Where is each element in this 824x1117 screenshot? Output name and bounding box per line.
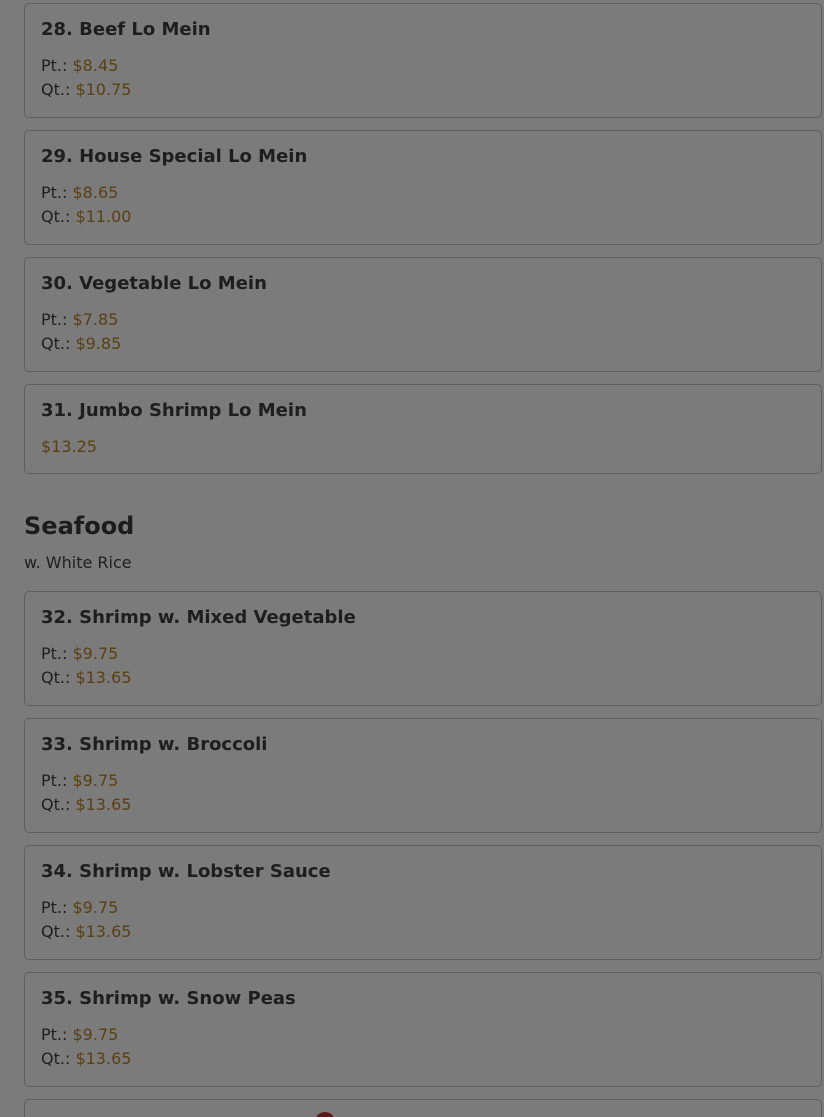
quart-label: Qt.: (41, 207, 71, 226)
menu-item-card[interactable] (24, 718, 822, 833)
section-subtitle: w. White Rice (24, 553, 132, 572)
single-price: $13.25 (41, 437, 97, 456)
quart-price: $13.65 (75, 922, 132, 941)
menu-item-card[interactable] (24, 3, 822, 118)
quart-price: $13.65 (75, 668, 132, 687)
menu-item-title: 29. House Special Lo Mein (41, 146, 308, 167)
menu-item-title: 32. Shrimp w. Mixed Vegetable (41, 607, 356, 628)
pint-label: Pt.: (41, 310, 68, 329)
pint-price-line (41, 1025, 118, 1044)
pint-label: Pt.: (41, 1025, 68, 1044)
section-title: Seafood (24, 512, 135, 540)
menu-item-card[interactable] (24, 972, 822, 1087)
pint-label: Pt.: (41, 898, 68, 917)
menu-item-card[interactable] (24, 257, 822, 372)
quart-price-line (41, 80, 131, 99)
pint-price-line (41, 771, 118, 790)
menu-item-card[interactable] (24, 845, 822, 960)
quart-price-line (41, 795, 131, 814)
quart-price: $11.00 (75, 207, 132, 226)
dot-icon (315, 1112, 335, 1117)
menu-item-title: 33. Shrimp w. Broccoli (41, 734, 268, 755)
pint-label: Pt.: (41, 771, 68, 790)
quart-label: Qt.: (41, 668, 71, 687)
quart-label: Qt.: (41, 334, 71, 353)
menu-item-card[interactable] (24, 591, 822, 706)
quart-price-line (41, 207, 131, 226)
pint-label: Pt.: (41, 56, 68, 75)
quart-price: $10.75 (75, 80, 132, 99)
quart-price: $9.85 (75, 334, 122, 353)
menu-item-title: 28. Beef Lo Mein (41, 19, 211, 40)
quart-label: Qt.: (41, 795, 71, 814)
quart-price-line (41, 1049, 131, 1068)
pint-price: $9.75 (72, 898, 119, 917)
pint-price: $8.65 (72, 183, 119, 202)
menu-item-title: 34. Shrimp w. Lobster Sauce (41, 861, 331, 882)
pint-price: $7.85 (72, 310, 119, 329)
quart-label: Qt.: (41, 1049, 71, 1068)
pint-label: Pt.: (41, 183, 68, 202)
pint-price-line (41, 310, 118, 329)
pint-price-line (41, 644, 118, 663)
menu-item-card-partial[interactable] (24, 1099, 822, 1117)
menu-item-title: 31. Jumbo Shrimp Lo Mein (41, 400, 307, 421)
pint-price: $8.45 (72, 56, 119, 75)
pint-price: $9.75 (72, 771, 119, 790)
pint-price: $9.75 (72, 644, 119, 663)
menu-item-title: 35. Shrimp w. Snow Peas (41, 988, 296, 1009)
quart-price-line (41, 922, 131, 941)
quart-price: $13.65 (75, 1049, 132, 1068)
quart-price-line (41, 334, 121, 353)
menu-item-card[interactable] (24, 130, 822, 245)
quart-price-line (41, 668, 131, 687)
menu-item-title: 30. Vegetable Lo Mein (41, 273, 267, 294)
quart-label: Qt.: (41, 80, 71, 99)
pint-price-line (41, 56, 118, 75)
quart-label: Qt.: (41, 922, 71, 941)
single-price-line (41, 437, 97, 456)
quart-price: $13.65 (75, 795, 132, 814)
menu-item-card[interactable] (24, 384, 822, 474)
pint-price: $9.75 (72, 1025, 119, 1044)
pint-price-line (41, 183, 118, 202)
pint-label: Pt.: (41, 644, 68, 663)
pint-price-line (41, 898, 118, 917)
